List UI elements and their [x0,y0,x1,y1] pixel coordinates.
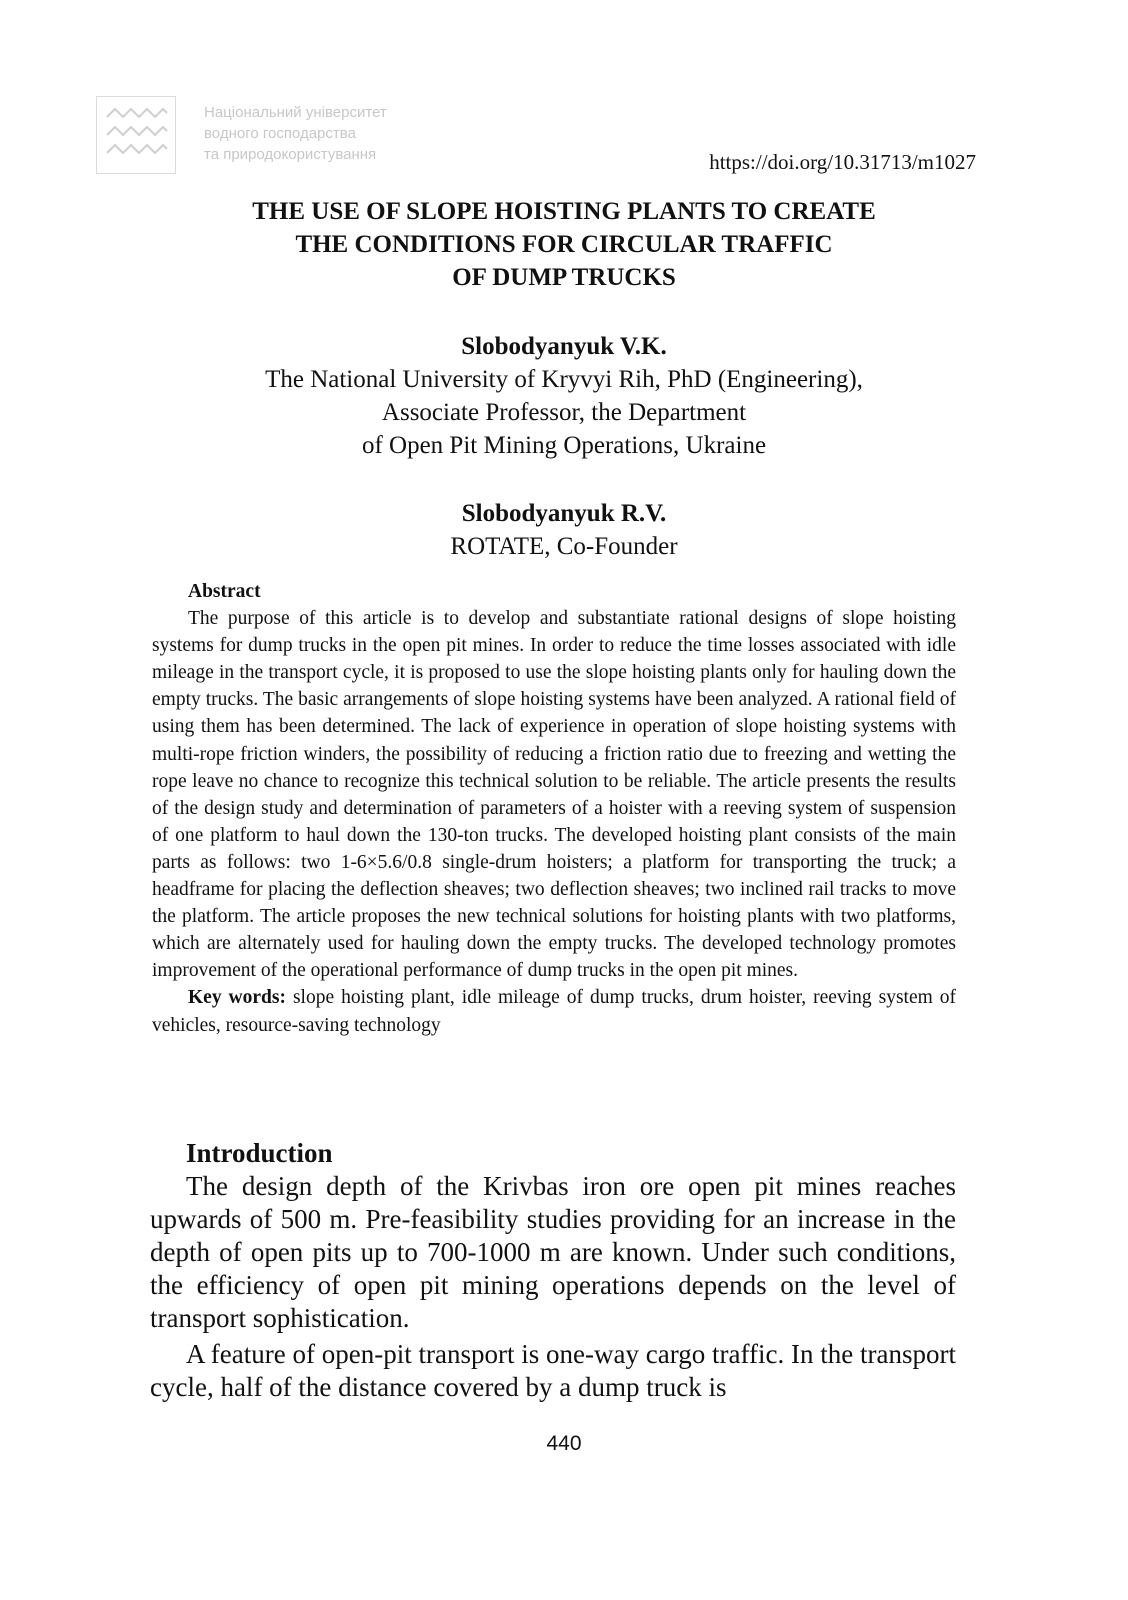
paragraph: A feature of open-pit transport is one-way cargo traffic. In the transport cycle, half of the distance covered by a dump truck is [150,1339,956,1402]
logo-text [204,102,387,165]
abstract-body: The purpose of this article is to develop and substantiate rational designs of slope hoisting systems for dump trucks in the open pit mines. In order to reduce the time losses associated with idle mileage in the transport cycle, it is proposed to use the slope hoisting plants only for hauling down the empty trucks. The basic arrangements of slope hoisting systems have been analyzed. A rational field of using them has been determined. The lack of experience in operation of slope hoisting systems with multi-rope friction winders, the possibility of reducing a friction ratio due to freezing and wetting the rope leave no chance to recognize this technical solution to be reliable. The article presents the results of the design study and determination of parameters of a hoister with a reeving system of suspension of one platform to haul down the 130-ton trucks. The developed hoisting plant consists of the main parts as follows: two 1-6×5.6/0.8 single-drum hoisters; a platform for transporting the truck; a headframe for placing the deflection sheaves; two deflection sheaves; two inclined rail tracks to move the platform. The article proposes the new technical solutions for hoisting plants with two platforms, which are alternately used for hauling down the empty trucks. The developed technology promotes improvement of the operational performance of dump trucks in the open pit mines. [152,608,956,982]
paper-title [150,195,978,294]
affiliation-line: of Open Pit Mining Operations, Ukraine [361,432,767,459]
affiliation-line: Associate Professor, the Department [381,399,747,426]
logo-line: водного господарства [204,125,356,142]
introduction-section [150,1137,956,1407]
introduction-heading: Introduction [186,1138,333,1168]
author-block [150,497,978,563]
keywords [152,984,956,1038]
university-logo [96,96,436,174]
page-number: 440 [546,1432,582,1455]
paragraph: The design depth of the Krivbas iron ore open pit mines reaches upwards of 500 m. Pre-feasibility studies providing for an increase in the depth of open pits up to 700-1000 m are known. Under such conditions, the efficiency of open pit mining operations depends on the level of transport sophistication. [150,1171,956,1333]
affiliation-line: ROTATE, Co-Founder [450,533,678,560]
title-line: OF DUMP TRUCKS [452,264,676,291]
doi-link[interactable]: https://doi.org/10.31713/m1027 [709,150,976,174]
logo-emblem [96,96,176,174]
author-name: Slobodyanyuk V.K. [461,333,667,360]
author-block [150,330,978,462]
abstract-section [152,578,956,1039]
abstract-heading: Abstract [188,581,261,602]
title-line: THE USE OF SLOPE HOISTING PLANTS TO CREATE [252,198,876,225]
keywords-text: slope hoisting plant, idle mileage of dump trucks, drum hoister, reeving system of vehicles, resource-saving technology [152,987,956,1036]
title-line: THE CONDITIONS FOR CIRCULAR TRAFFIC [295,231,833,258]
affiliation-line: The National University of Kryvyi Rih, PhD (Engineering), [265,366,863,393]
author-name: Slobodyanyuk R.V. [461,500,667,527]
wave-icon [105,105,169,167]
logo-line: та природокористування [204,146,377,163]
keywords-label: Key words: [188,987,286,1009]
logo-line: Національний університет [204,104,387,121]
